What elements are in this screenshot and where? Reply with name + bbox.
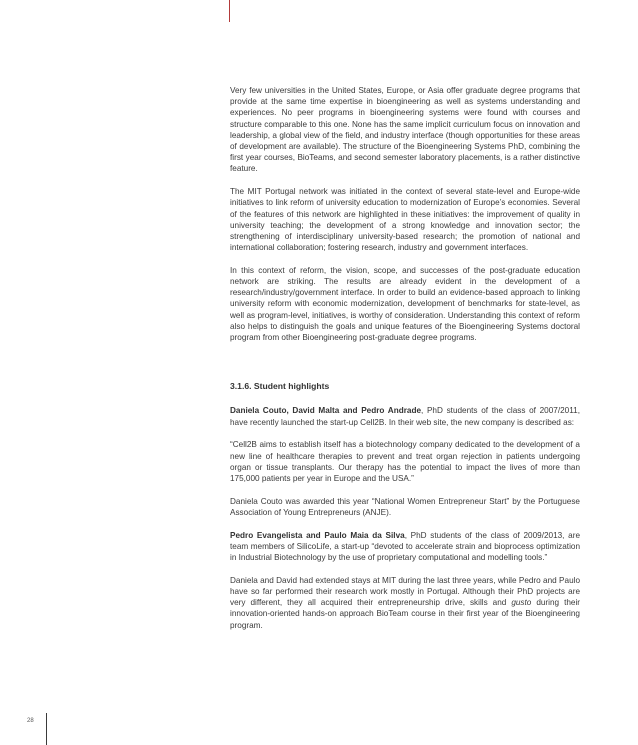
paragraph-silicolife (230, 530, 580, 564)
paragraph-award: Daniela Couto was awarded this year “National Women Entrepreneur Start” by the Portuguese Association of Young Entrepreneurs (ANJE). (230, 496, 580, 517)
cell2b-description: , PhD students of the class of 2007/2011, have recently launched the start-up Cell2B. In their web site, the new company is described as: (230, 406, 580, 427)
section-heading-student-highlights: 3.1.6. Student highlights (230, 381, 330, 392)
bottom-margin-rule (46, 713, 47, 745)
page-content (230, 85, 580, 642)
paragraph-context-of-reform: In this context of reform, the vision, scope, and successes of the post-graduate education network are striking. The results are already evident in the development of a research/industry/government interface. In order to build an evidence-based approach to linking university reform with economic modernization, development of benchmarks for state-level, as well as program-level, initiatives, is worthy of consideration. Understanding this context of reform also helps to distinguish the goals and unique features of the Bioengineering Systems doctoral program from other Bioengineering post-graduate degree programs. (230, 265, 580, 343)
page-number: 28 (27, 718, 34, 724)
closing-text-start: Daniela and David had extended stays at MIT during the last three years, while Pedro and Paulo have so far performed their research work mostly in Portugal. Although their PhD projects are very different, they all acquired their entrepreneurship drive, skills and (230, 575, 580, 608)
paragraph-mit-portugal-network: The MIT Portugal network was initiated in the context of several state-level and Europe-wide initiatives to link reform of university education to modernization of Europe’s economies. Several of the features of this network are highlighted in these initiatives: the improvement of quality in university teaching; the development of a strong knowledge and innovation sector; the strengthening of interdisciplinary university-based research; the promotion of national and international collaboration; fostering research, industry and government interfaces. (230, 187, 580, 253)
student-names-cell2b: Daniela Couto, David Malta and Pedro Andrade (230, 406, 422, 416)
paragraph-cell2b (230, 405, 580, 427)
paragraph-peer-programs: Very few universities in the United States, Europe, or Asia offer graduate degree programs that provide at the same time expertise in bioengineering as well as systems understanding and experiences. No peer programs in bioengineering systems were found with courses and structure comparable to this one. None has the same implicit curriculum focus on innovation and leadership, a global view of the field, and industry interface (though opportunities for these areas of development are available). The structure of the Bioengineering Systems PhD, combining the first year courses, BioTeams, and second semester laboratory placements, is a rather distinctive feature. (230, 86, 580, 174)
closing-text-emphasis: gusto (511, 598, 532, 608)
closing-text-end: during their innovation-oriented hands-on approach BioTeam course in their first year of the Bioengineering program. (230, 598, 580, 630)
silicolife-description: , PhD students of the class of 2009/2013, are team members of SilicoLife, a start-up “devoted to accelerate strain and bioprocess optimization in Industrial Biotechnology by the use of proprietary computational and modelling tools.” (230, 530, 580, 562)
paragraph-cell2b-quote: “Cell2B aims to establish itself has a biotechnology company dedicated to the development of a new line of healthcare therapies to prevent and treat organ rejection in patients undergoing organ or tissue transplants. Our therapy has the potential to impact the lives of more than 175,000 patients per year in Europe and the USA.” (230, 440, 580, 483)
top-margin-rule (229, 0, 230, 22)
student-names-silicolife: Pedro Evangelista and Paulo Maia da Silva (230, 530, 405, 540)
paragraph-closing (230, 575, 580, 631)
